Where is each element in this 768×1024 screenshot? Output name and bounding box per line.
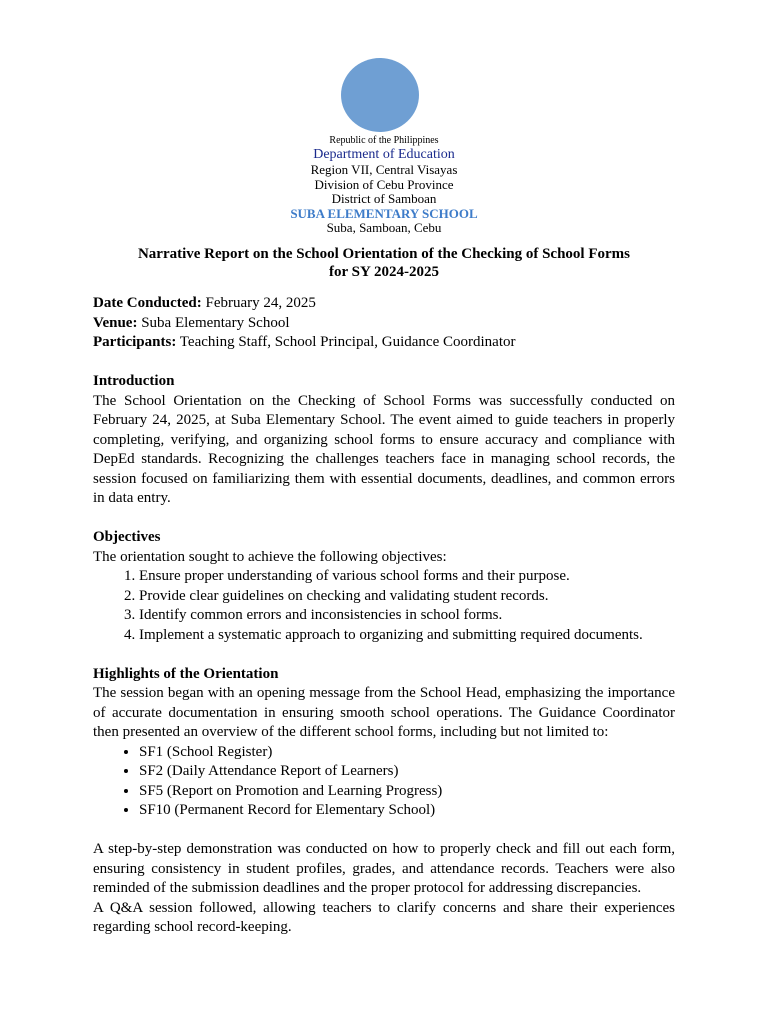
school-name: SUBA ELEMENTARY SCHOOL [290, 205, 478, 221]
highlights-heading: Highlights of the Orientation [93, 665, 279, 682]
letterhead [0, 135, 768, 236]
participants-value: Teaching Staff, School Principal, Guidance Coordinator [176, 334, 516, 350]
school-form-item: • SF1 (School Register) [139, 743, 675, 763]
demonstration-paragraph: A step-by-step demonstration was conducted on how to properly check and fill out each form, ensuring consistency in student profiles, grades, and attendance records. Teachers were also reminded of the submission deadlines and the proper protocol for addressing discrepancies. [93, 841, 675, 896]
venue-value: Suba Elementary School [137, 314, 290, 331]
participants-label: Participants: [93, 334, 177, 350]
objectives-heading: Objectives [93, 529, 161, 545]
objectives-list [93, 567, 675, 645]
objective-item: 2. Provide clear guidelines on checking and validating student records. [139, 587, 675, 607]
introduction-paragraph: The School Orientation on the Checking of School Forms was successfully conducted on February 24, 2025, at Suba Elementary School. The event aimed to guide teachers in properly completing, verifying, and organizing school forms to ensure accuracy and compliance with DepEd standards. Recognizing the challenges teachers face in managing school records, the session focused on familiarizing them with essential documents, deadlines, and common errors in data entry. [93, 392, 675, 506]
venue [93, 314, 675, 334]
school-address: Suba, Samboan, Cebu [326, 220, 442, 235]
objective-item: 3. Identify common errors and inconsistencies in school forms. [139, 606, 675, 626]
school-form-item: • SF10 (Permanent Record for Elementary School) [139, 801, 675, 821]
date-value: February 24, 2025 [201, 295, 316, 311]
school-form-item: • SF5 (Report on Promotion and Learning Progress) [139, 782, 675, 802]
objective-item: 1. Ensure proper understanding of various school forms and their purpose. [139, 567, 675, 587]
region-line: Region VII, Central Visayas [310, 162, 458, 177]
objectives-intro: The orientation sought to achieve the following objectives: [93, 548, 447, 565]
report-title [93, 245, 675, 281]
date-conducted [93, 294, 675, 314]
objective-item: 4. Implement a systematic approach to organizing and submitting required documents. [139, 626, 675, 646]
introduction-heading: Introduction [93, 373, 175, 389]
deped-seal-logo [341, 58, 419, 132]
school-form-item: • SF2 (Daily Attendance Report of Learners) [139, 762, 675, 782]
report-title-line-1: Narrative Report on the School Orientation of the Checking of School Forms [137, 246, 631, 262]
republic-line: Republic of the Philippines [329, 135, 439, 146]
department-name: Department of Education [313, 147, 455, 162]
participants [93, 333, 675, 353]
report-body [93, 294, 675, 938]
venue-label: Venue: [93, 314, 138, 331]
school-forms-list [93, 743, 675, 821]
district-line: District of Samboan [331, 191, 437, 206]
report-title-line-2: for SY 2024-2025 [329, 264, 439, 280]
highlights-paragraph: The session began with an opening message from the School Head, emphasizing the importance of accurate documentation in ensuring smooth school operations. The Guidance Coordinator then presented an overview of the different school forms, including but not limited to: [93, 685, 675, 740]
date-label: Date Conducted: [93, 295, 202, 311]
qa-paragraph: A Q&A session followed, allowing teachers to clarify concerns and share their experiences regarding school record-keeping. [93, 899, 675, 935]
division-line: Division of Cebu Province [314, 176, 454, 192]
